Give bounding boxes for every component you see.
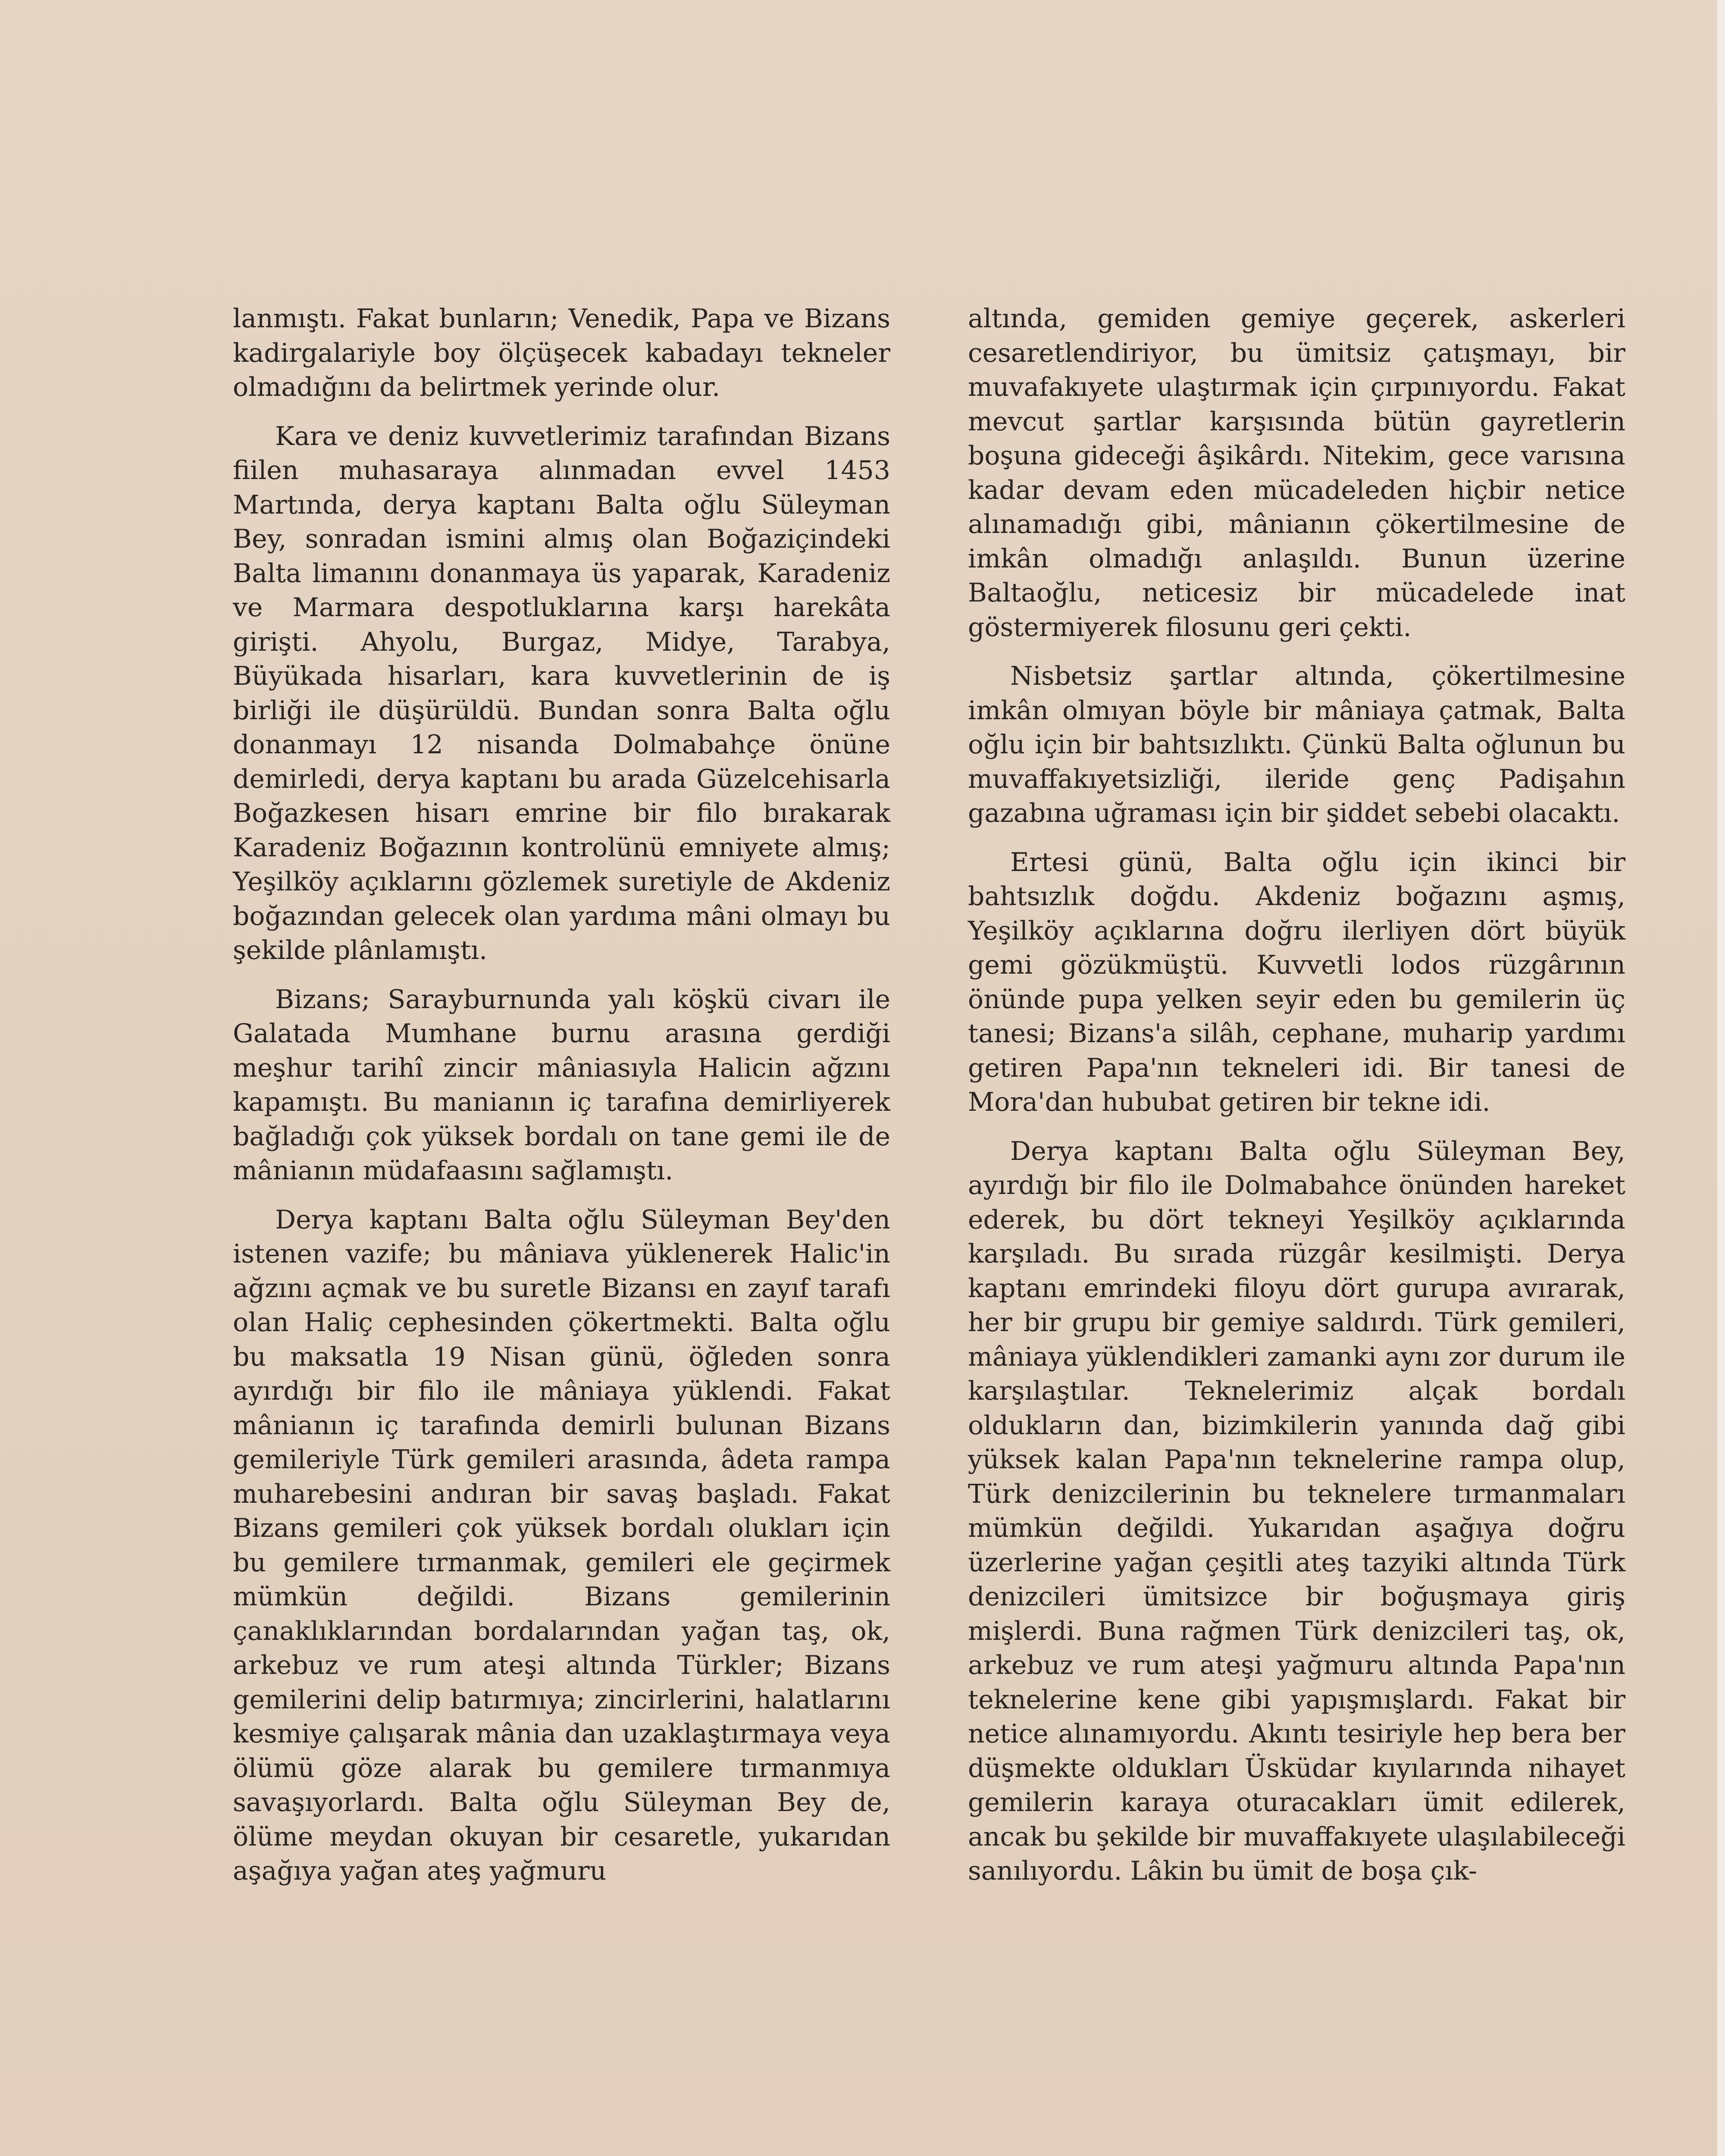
left-text-column xyxy=(233,302,890,1903)
paragraph: Bizans; Sarayburnunda yalı köşkü civarı ile Galatada Mumhane burnu arasına gerdiği meşhur tarihî zincir mâniasıyla Halicin ağzını kapamıştı. Bu manianın iç tarafına demirliyerek bağladığı çok yüksek bordalı on tane gemi ile de mânianın müdafaasını sağlamıştı. xyxy=(233,984,890,1186)
paragraph: Derya kaptanı Balta oğlu Süleyman Bey, ayırdığı bir filo ile Dolmabahce önünden hareket ederek, bu dört tekneyi Yeşilköy açıklarında karşıladı. Bu sırada rüzgâr kesilmişti. Derya kaptanı emrindeki filoyu dört gurupa avırarak, her bir grupu bir gemiye saldırdı. Türk gemileri, mâniaya yüklendikleri zamanki aynı zor durum ile karşılaştılar. Teknelerimiz alçak bordalı oldukların dan, bizimkilerin yanında dağ gibi yüksek kalan Papa'nın teknelerine rampa olup, Türk denizcilerinin bu teknelere tırmanmaları mümkün değildi. Yukarıdan aşağıya doğru üzerlerine yağan çeşitli ateş tazyiki altında Türk denizcileri ümitsizce bir boğuşmaya giriş mişlerdi. Buna rağmen Türk denizcileri taş, ok, arkebuz ve rum ateşi yağmuru altında Papa'nın teknelerine kene gibi yapışmışlardı. Fakat bir netice alınamıyordu. Akıntı tesiriyle hep bera ber düşmekte oldukları Üsküdar kıyılarında nihayet gemilerin karaya oturacakları ümit edilerek, ancak bu şekilde bir muvaffakıyete ulaşılabileceği sanılıyordu. Lâkin bu ümit de boşa çık- xyxy=(968,1136,1625,1886)
paragraph: Ertesi günü, Balta oğlu için ikinci bir bahtsızlık doğdu. Akdeniz boğazını aşmış, Yeşilköy açıklarına doğru ilerliyen dört büyük gemi gözükmüştü. Kuvvetli lodos rüzgârının önünde pupa yelken seyir eden bu gemilerin üç tanesi; Bizans'a silâh, cephane, muharip yardımı getiren Papa'nın tekneleri idi. Bir tanesi de Mora'dan hububat getiren bir tekne idi. xyxy=(968,847,1625,1117)
paragraph: lanmıştı. Fakat bunların; Venedik, Papa ve Bizans kadirgalariyle boy ölçüşecek kabadayı tekneler olmadığını da belirtmek yerinde olur. xyxy=(233,304,890,402)
paragraph: Nisbetsiz şartlar altında, çökertilmesine imkân olmıyan böyle bir mâniaya çatmak, Balta oğlu için bir bahtsızlıktı. Çünkü Balta oğlunun bu muvaffakıyetsizliği, ileride genç Padişahın gazabına uğraması için bir şiddet sebebi olacaktı. xyxy=(968,661,1625,828)
paragraph: Derya kaptanı Balta oğlu Süleyman Bey'den istenen vazife; bu mâniava yüklenerek Halic'in ağzını açmak ve bu suretle Bizansı en zayıf tarafı olan Haliç cephesinden çökertmekti. Balta oğlu bu maksatla 19 Nisan günü, öğleden sonra ayırdığı bir filo ile mâniaya yüklendi. Fakat mânianın iç tarafında demirli bulunan Bizans gemileriyle Türk gemileri arasında, âdeta rampa muharebesini andıran bir savaş başladı. Fakat Bizans gemileri çok yüksek bordalı olukları için bu gemilere tırmanmak, gemileri ele geçirmek mümkün değildi. Bizans gemilerinin çanaklıklarından bordalarından yağan taş, ok, arkebuz ve rum ateşi altında Türkler; Bizans gemilerini delip batırmıya; zincirlerini, halatlarını kesmiye çalışarak mânia dan uzaklaştırmaya veya ölümü göze alarak bu gemilere tırmanmıya savaşıyorlardı. Balta oğlu Süleyman Bey de, ölüme meydan okuyan bir cesaretle, yukarıdan aşağıya yağan ateş yağmuru xyxy=(233,1204,890,1886)
right-text-column xyxy=(968,302,1625,1903)
paragraph: Kara ve deniz kuvvetlerimiz tarafından Bizans fiilen muhasaraya alınmadan evvel 1453 Martında, derya kaptanı Balta oğlu Süleyman Bey, sonradan ismini almış olan Boğaziçindeki Balta limanını donanmaya üs yaparak, Karadeniz ve Marmara despotluklarına karşı harekâta girişti. Ahyolu, Burgaz, Midye, Tarabya, Büyükada hisarları, kara kuvvetlerinin de iş birliği ile düşürüldü. Bundan sonra Balta oğlu donanmayı 12 nisanda Dolmabahçe önüne demirledi, derya kaptanı bu arada Güzelcehisarla Boğazkesen hisarı emrine bir filo bırakarak Karadeniz Boğazının kontrolünü emniyete almış; Yeşilköy açıklarını gözlemek suretiyle de Akdeniz boğazından gelecek olan yardıma mâni olmayı bu şekilde plânlamıştı. xyxy=(233,421,890,965)
paragraph: altında, gemiden gemiye geçerek, askerleri cesaretlendiriyor, bu ümitsiz çatışmayı, bir muvafakıyete ulaştırmak için çırpınıyordu. Fakat mevcut şartlar karşısında bütün gayretlerin boşuna gideceği âşikârdı. Nitekim, gece varısına kadar devam eden mücadeleden hiçbir netice alınamadığı gibi, mânianın çökertilmesine de imkân olmadığı anlaşıldı. Bunun üzerine Baltaoğlu, neticesiz bir mücadelede inat göstermiyerek filosunu geri çekti. xyxy=(968,304,1625,642)
